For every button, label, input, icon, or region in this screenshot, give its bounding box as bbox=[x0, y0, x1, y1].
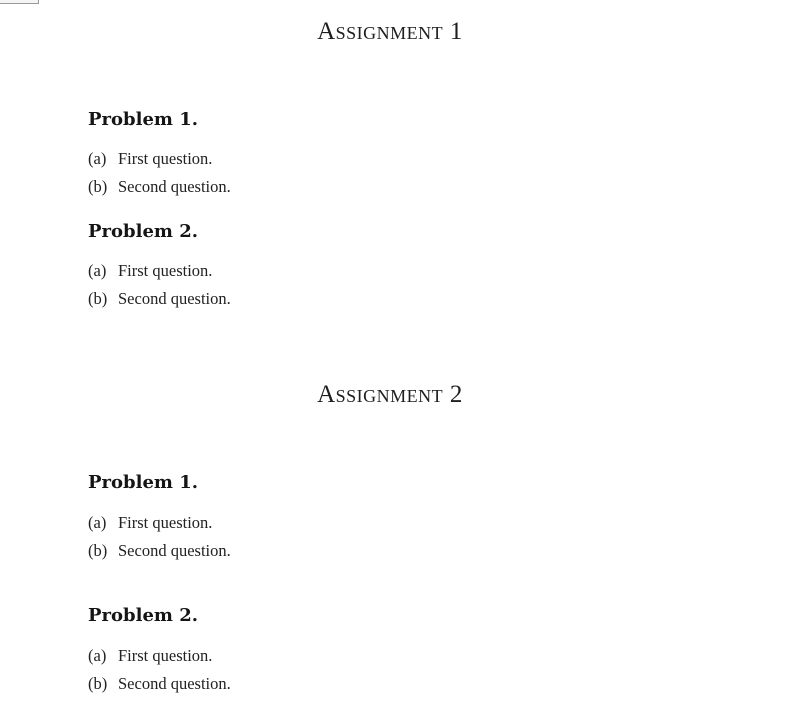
question-marker: (a) bbox=[88, 646, 107, 665]
assignment-2-problem-2-question-a bbox=[88, 646, 212, 666]
question-text: Second question. bbox=[118, 289, 231, 308]
assignment-2-problem-1-heading: Problem 1. bbox=[88, 472, 199, 493]
assignment-2-title: Assignment 2 bbox=[317, 381, 463, 408]
assignment-1-problem-2-question-a bbox=[88, 261, 212, 281]
question-marker: (a) bbox=[88, 261, 107, 280]
assignment-1-problem-1-question-b bbox=[88, 177, 231, 197]
question-text: First question. bbox=[118, 646, 213, 665]
question-text: First question. bbox=[118, 513, 213, 532]
assignment-2-problem-2-heading: Problem 2. bbox=[88, 605, 199, 626]
question-marker: (b) bbox=[88, 177, 108, 196]
question-text: Second question. bbox=[118, 674, 231, 693]
question-marker: (a) bbox=[88, 513, 107, 532]
assignment-1-title: Assignment 1 bbox=[317, 18, 463, 45]
question-text: First question. bbox=[118, 149, 213, 168]
question-text: Second question. bbox=[118, 177, 231, 196]
assignment-1-problem-2-heading: Problem 2. bbox=[88, 221, 199, 242]
assignment-1-problem-1-question-a bbox=[88, 149, 212, 169]
page-corner-mark bbox=[0, 0, 39, 4]
question-text: First question. bbox=[118, 261, 213, 280]
question-marker: (a) bbox=[88, 149, 107, 168]
question-marker: (b) bbox=[88, 674, 108, 693]
question-text: Second question. bbox=[118, 541, 231, 560]
assignment-2-problem-1-question-b bbox=[88, 541, 231, 561]
assignment-2-problem-1-question-a bbox=[88, 513, 212, 533]
assignment-1-problem-2-question-b bbox=[88, 289, 231, 309]
question-marker: (b) bbox=[88, 541, 108, 560]
assignment-2-problem-2-question-b bbox=[88, 674, 231, 694]
assignment-1-problem-1-heading: Problem 1. bbox=[88, 109, 199, 130]
question-marker: (b) bbox=[88, 289, 108, 308]
